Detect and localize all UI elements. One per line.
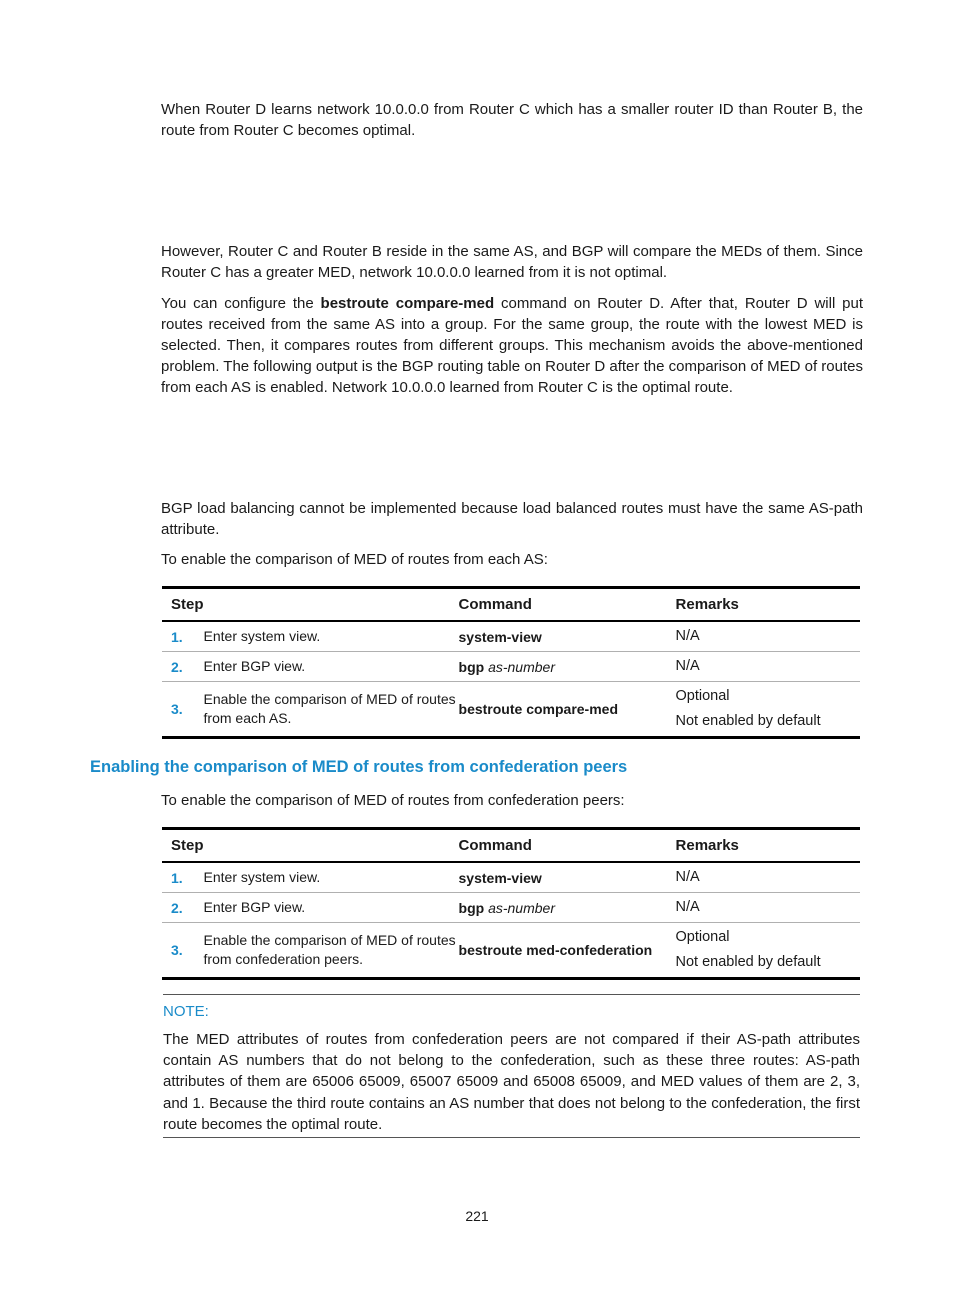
- step-command: [459, 652, 676, 682]
- step-number: 2.: [162, 652, 204, 682]
- remark-default: Not enabled by default: [675, 954, 821, 970]
- header-remarks: Remarks: [676, 588, 860, 622]
- step-command: [459, 923, 676, 979]
- remark-optional: Optional: [675, 929, 730, 945]
- step-number: 1.: [171, 628, 183, 645]
- command-bestroute-compare-med: bestroute compare-med: [320, 295, 495, 312]
- step-command: [459, 893, 676, 923]
- table-row: [162, 923, 860, 979]
- command-keyword: bestroute compare-med: [458, 701, 618, 717]
- header-command: Command: [459, 588, 676, 622]
- step-command: [459, 862, 676, 893]
- header-command: Command: [459, 829, 676, 863]
- command-keyword: bgp: [458, 899, 485, 916]
- paragraph-load-balancing: BGP load balancing cannot be implemented because load balanced routes must have the same AS-path attribute.: [161, 500, 863, 538]
- step-remarks: N/A: [676, 652, 860, 682]
- header-remarks: Remarks: [676, 829, 860, 863]
- step-remarks: N/A: [675, 869, 700, 885]
- step-number: 1.: [171, 869, 183, 886]
- command-argument: as-number: [488, 658, 555, 675]
- table-header-row: [162, 829, 860, 863]
- paragraph-bestroute-post: command on Router D. After that, Router D will put routes received from the same AS into a group. For the same group, the route with the lowest MED is selected. Then, it compares routes from different groups. This mechanism avoids the above-mentioned problem. The following output is the BGP routing table on Router D after the comparison of MED of routes from each AS is enabled. Network 10.0.0.0 learned from Router C is the optimal route.: [161, 295, 863, 396]
- header-step: Step: [162, 829, 204, 863]
- step-remarks: N/A: [676, 893, 860, 923]
- paragraph-table1-intro: To enable the comparison of MED of routes from each AS:: [161, 551, 548, 568]
- command-keyword: bestroute med-confederation: [458, 942, 653, 958]
- section-heading: Enabling the comparison of MED of routes from confederation peers: [90, 758, 628, 776]
- step-remarks: [676, 923, 860, 979]
- step-description: Enable the comparison of MED of routes from each AS.: [204, 682, 459, 738]
- paragraph-table2-intro: To enable the comparison of MED of routes from confederation peers:: [161, 792, 625, 809]
- remark-default: Not enabled by default: [675, 713, 821, 729]
- paragraph-router-d-learns: When Router D learns network 10.0.0.0 from Router C which has a smaller router ID than Router B, the route from Router C becomes optimal.: [161, 101, 863, 139]
- remark-optional: Optional: [675, 688, 730, 704]
- table-row: [162, 893, 860, 923]
- step-remarks: [676, 682, 860, 738]
- header-step: Step: [162, 588, 204, 622]
- table-row: [162, 862, 860, 893]
- table-row: [162, 682, 860, 738]
- step-description: Enter system view.: [203, 628, 321, 644]
- command-argument: as-number: [488, 899, 555, 916]
- steps-table-confederation: [162, 827, 860, 980]
- table-row: [162, 621, 860, 652]
- step-number: 3.: [162, 923, 204, 979]
- step-command: [459, 682, 676, 738]
- table-row: [162, 652, 860, 682]
- paragraph-med-compare: However, Router C and Router B reside in the same AS, and BGP will compare the MEDs of them. Since Router C has a greater MED, network 10.0.0.0 learned from it is not optimal.: [161, 243, 863, 281]
- step-description: Enter system view.: [203, 869, 321, 885]
- paragraph-bestroute-config: [161, 293, 863, 398]
- step-command: [459, 621, 676, 652]
- step-number: 2.: [162, 893, 204, 923]
- note-box: [163, 994, 860, 1138]
- step-description: Enter BGP view.: [204, 652, 459, 682]
- command-keyword: system-view: [458, 628, 542, 645]
- table-header-row: [162, 588, 860, 622]
- note-label: NOTE:: [163, 1003, 209, 1020]
- step-number: 3.: [162, 682, 204, 738]
- page-number: 221: [465, 1208, 489, 1224]
- note-text: The MED attributes of routes from confederation peers are not compared if their AS-path attributes contain AS numbers that do not belong to the confederation, such as these three routes: AS-path attributes of them are 65006 65009, 65007 65009 and 65008 65009, and MED values of them are 2, 3, and 1. Because the third route contains an AS number that does not belong to the confederation, the first route becomes the optimal route.: [163, 1031, 860, 1133]
- steps-table-each-as: [162, 586, 860, 739]
- step-remarks: N/A: [675, 628, 700, 644]
- step-description: Enable the comparison of MED of routes from confederation peers.: [204, 923, 459, 979]
- command-keyword: bgp: [458, 658, 485, 675]
- paragraph-bestroute-pre: You can configure the: [161, 295, 321, 312]
- command-keyword: system-view: [458, 869, 542, 886]
- step-description: Enter BGP view.: [204, 893, 459, 923]
